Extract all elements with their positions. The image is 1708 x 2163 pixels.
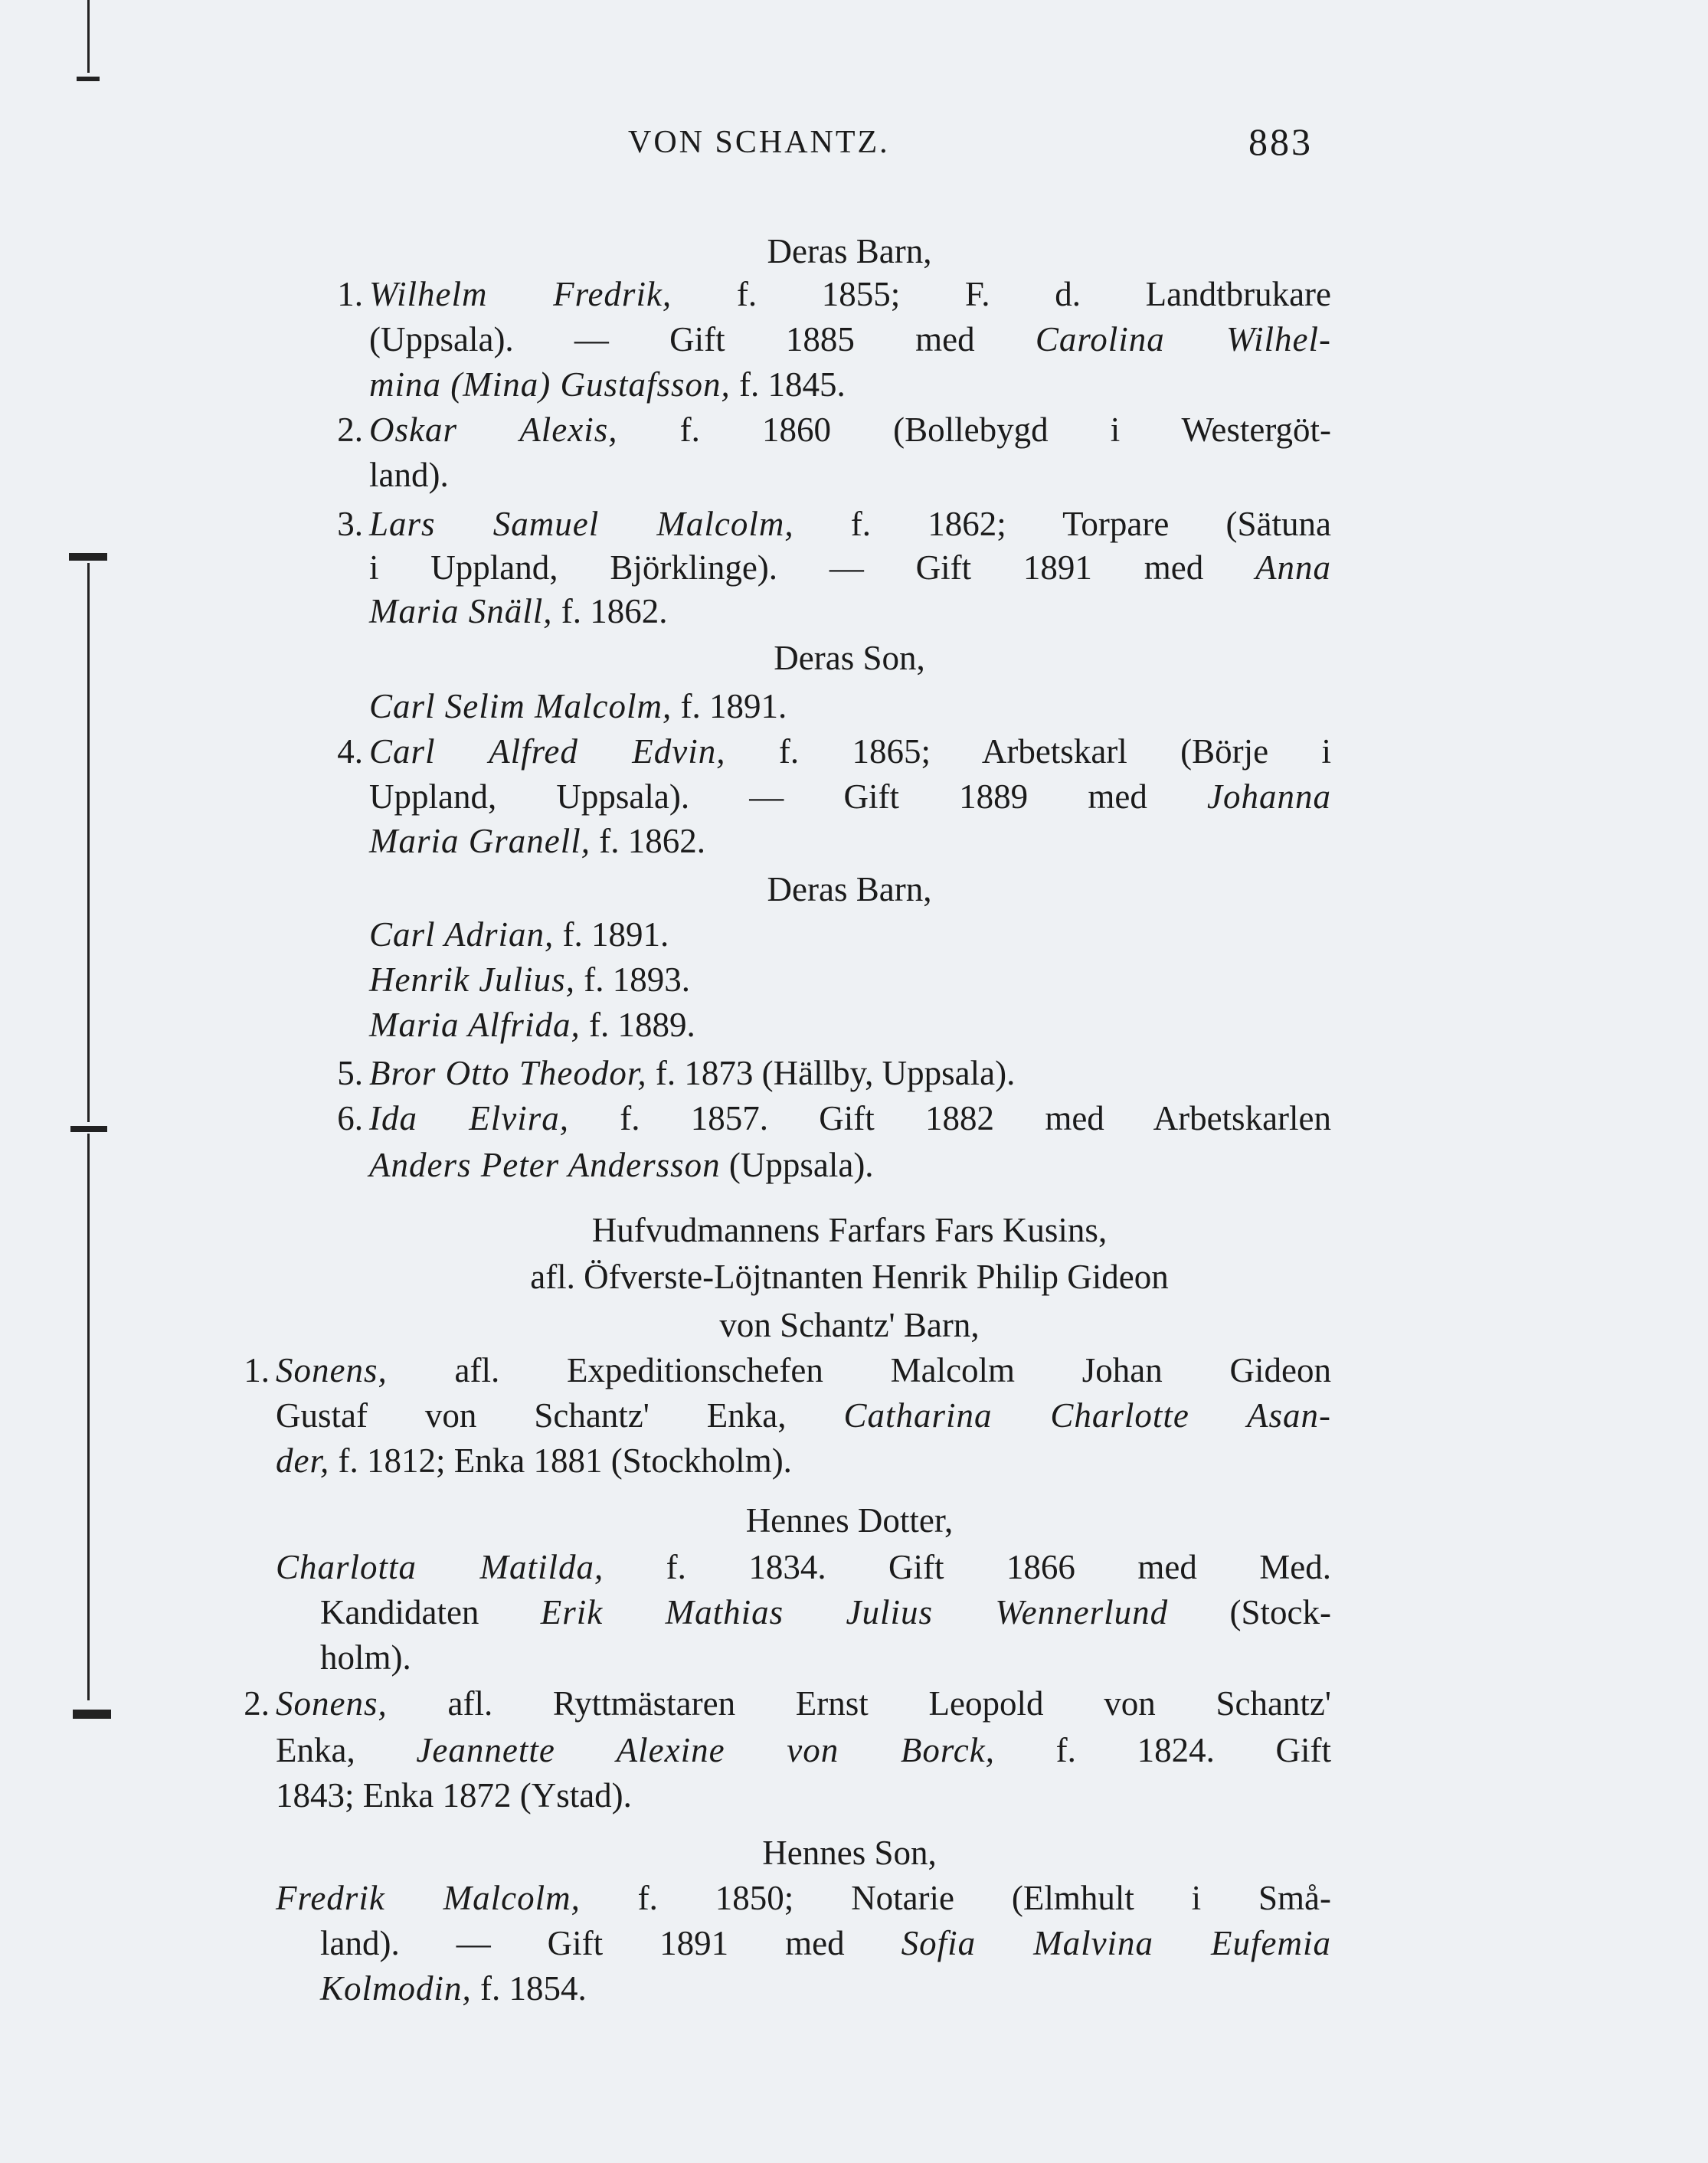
text-segment: f. 1850; Notarie (Elmhult i Små-: [580, 1879, 1331, 1917]
text-segment: Hufvudmannens Farfars Fars Kusins,: [591, 1211, 1108, 1249]
text-segment: Enka,: [276, 1731, 417, 1769]
text-segment: von Schantz' Barn,: [719, 1306, 980, 1344]
text-segment: f. 1855; F. d. Landtbrukare: [672, 275, 1331, 313]
text-line: [369, 453, 449, 496]
text-segment: Deras Son,: [774, 639, 925, 677]
text-line: [276, 1877, 1331, 1919]
text-line: [276, 1729, 1331, 1772]
text-segment: f. 1854.: [471, 1969, 587, 2008]
entry-number: 3.: [337, 505, 363, 543]
text-line: [369, 502, 1331, 545]
section-heading: [368, 868, 1331, 911]
entry-number: 6.: [337, 1099, 363, 1137]
text-segment: f. 1834. Gift 1866 med Med.: [604, 1548, 1332, 1586]
text-line: [369, 685, 787, 728]
italic-name: Oskar Alexis,: [369, 411, 618, 449]
section-heading: [368, 1304, 1331, 1347]
italic-name: Kolmodin,: [320, 1969, 472, 2008]
text-segment: land).: [369, 456, 449, 494]
section-heading: [368, 1255, 1331, 1298]
text-line: [276, 1774, 632, 1817]
italic-name: Erik Mathias Julius Wennerlund: [540, 1593, 1169, 1631]
section-heading: [368, 1831, 1331, 1874]
text-segment: Kandidaten: [320, 1593, 541, 1631]
text-line: [369, 546, 1331, 589]
text-segment: f. 1860 (Bollebygd i Westergöt-: [617, 411, 1331, 449]
italic-name: Carl Selim Malcolm,: [369, 687, 672, 725]
italic-name: Maria Granell,: [369, 822, 591, 860]
text-line: [369, 1144, 874, 1186]
page-number: 883: [1248, 120, 1313, 163]
text-line: [369, 958, 690, 1001]
text-segment: f. 1857. Gift 1882 med Arbetskarlen: [569, 1099, 1332, 1137]
text-segment: f. 1893.: [574, 960, 690, 999]
text-line: [369, 408, 1331, 451]
text-line: [276, 1349, 1331, 1392]
text-segment: Deras Barn,: [767, 232, 932, 270]
italic-name: Catharina Charlotte Asan-: [843, 1396, 1331, 1435]
italic-name: Jeannette Alexine von Borck,: [416, 1731, 995, 1769]
section-heading: [368, 1499, 1331, 1542]
italic-name: mina (Mina) Gustafsson,: [369, 365, 731, 404]
text-segment: f. 1824. Gift: [994, 1731, 1331, 1769]
text-segment: f. 1862.: [552, 592, 668, 630]
italic-name: Ida Elvira,: [369, 1099, 569, 1137]
text-line: [369, 775, 1331, 818]
text-line: [320, 1922, 1331, 1965]
italic-name: Henrik Julius,: [369, 960, 575, 999]
italic-name: Johanna: [1207, 777, 1331, 816]
text-line: [320, 1967, 587, 2010]
italic-name: Anna: [1255, 548, 1331, 587]
text-line: [369, 730, 1331, 773]
text-line: [320, 1591, 1331, 1634]
text-line: [276, 1394, 1331, 1437]
entry-number: 1.: [244, 1351, 270, 1389]
entry-number: 5.: [337, 1054, 363, 1092]
text-segment: f. 1873 (Hällby, Uppsala).: [646, 1054, 1016, 1092]
text-segment: f. 1845.: [730, 365, 846, 404]
italic-name: Carl Alfred Edvin,: [369, 732, 726, 771]
text-segment: f. 1891.: [554, 915, 669, 954]
text-segment: f. 1865; Arbetskarl (Börje i: [725, 732, 1331, 771]
text-segment: (Stock-: [1168, 1593, 1331, 1631]
entry-number: 4.: [337, 732, 363, 771]
text-segment: (Uppsala). — Gift 1885 med: [369, 320, 1036, 358]
italic-name: Sonens,: [276, 1684, 388, 1723]
entry-number: 1.: [337, 275, 363, 313]
text-segment: Hennes Dotter,: [745, 1501, 954, 1540]
text-line: [276, 1682, 1331, 1725]
text-line: [369, 1052, 1015, 1095]
text-segment: Hennes Son,: [762, 1834, 937, 1872]
italic-name: Wilhelm Fredrik,: [369, 275, 672, 313]
text-segment: i Uppland, Björklinge). — Gift 1891 med: [369, 548, 1255, 587]
italic-name: Carl Adrian,: [369, 915, 555, 954]
text-line: [369, 1097, 1331, 1140]
text-segment: f. 1862; Torpare (Sätuna: [793, 505, 1331, 543]
italic-name: Anders Peter Andersson: [369, 1146, 721, 1184]
text-segment: land). — Gift 1891 med: [320, 1924, 901, 1962]
section-heading: [368, 1209, 1331, 1252]
text-line: [369, 318, 1331, 361]
italic-name: Carolina Wilhel-: [1035, 320, 1331, 358]
text-line: [320, 1636, 411, 1679]
italic-name: Lars Samuel Malcolm,: [369, 505, 794, 543]
text-segment: Deras Barn,: [767, 870, 932, 908]
italic-name: der,: [276, 1441, 330, 1480]
text-segment: Uppland, Uppsala). — Gift 1889 med: [369, 777, 1208, 816]
italic-name: Maria Alfrida,: [369, 1006, 581, 1044]
entry-number: 2.: [244, 1684, 270, 1723]
text-segment: afl. Öfverste-Löjtnanten Henrik Philip Gideon: [530, 1258, 1169, 1296]
section-heading: [368, 636, 1331, 679]
entry-number: 2.: [337, 411, 363, 449]
italic-name: Sofia Malvina Eufemia: [901, 1924, 1331, 1962]
text-segment: f. 1889.: [580, 1006, 695, 1044]
italic-name: Charlotta Matilda,: [276, 1548, 604, 1586]
text-segment: afl. Expeditionschefen Malcolm Johan Gideon: [387, 1351, 1331, 1389]
text-line: [369, 273, 1331, 316]
text-line: [276, 1546, 1331, 1589]
text-segment: (Uppsala).: [720, 1146, 874, 1184]
text-segment: f. 1812; Enka 1881 (Stockholm).: [329, 1441, 792, 1480]
text-segment: f. 1862.: [591, 822, 705, 860]
text-segment: afl. Ryttmästaren Ernst Leopold von Schantz': [387, 1684, 1331, 1723]
italic-name: Fredrik Malcolm,: [276, 1879, 581, 1917]
text-line: [369, 1003, 695, 1046]
text-segment: holm).: [320, 1638, 411, 1677]
italic-name: Bror Otto Theodor,: [369, 1054, 647, 1092]
text-segment: Gustaf von Schantz' Enka,: [276, 1396, 844, 1435]
text-line: [369, 913, 669, 956]
text-line: [369, 820, 705, 862]
italic-name: Sonens,: [276, 1351, 388, 1389]
text-line: [276, 1439, 792, 1482]
running-header-title: VON SCHANTZ.: [628, 125, 890, 160]
text-segment: f. 1891.: [672, 687, 787, 725]
section-heading: [368, 230, 1331, 273]
text-line: [369, 363, 846, 406]
text-line: [369, 590, 668, 633]
italic-name: Maria Snäll,: [369, 592, 553, 630]
text-segment: 1843; Enka 1872 (Ystad).: [276, 1776, 632, 1814]
